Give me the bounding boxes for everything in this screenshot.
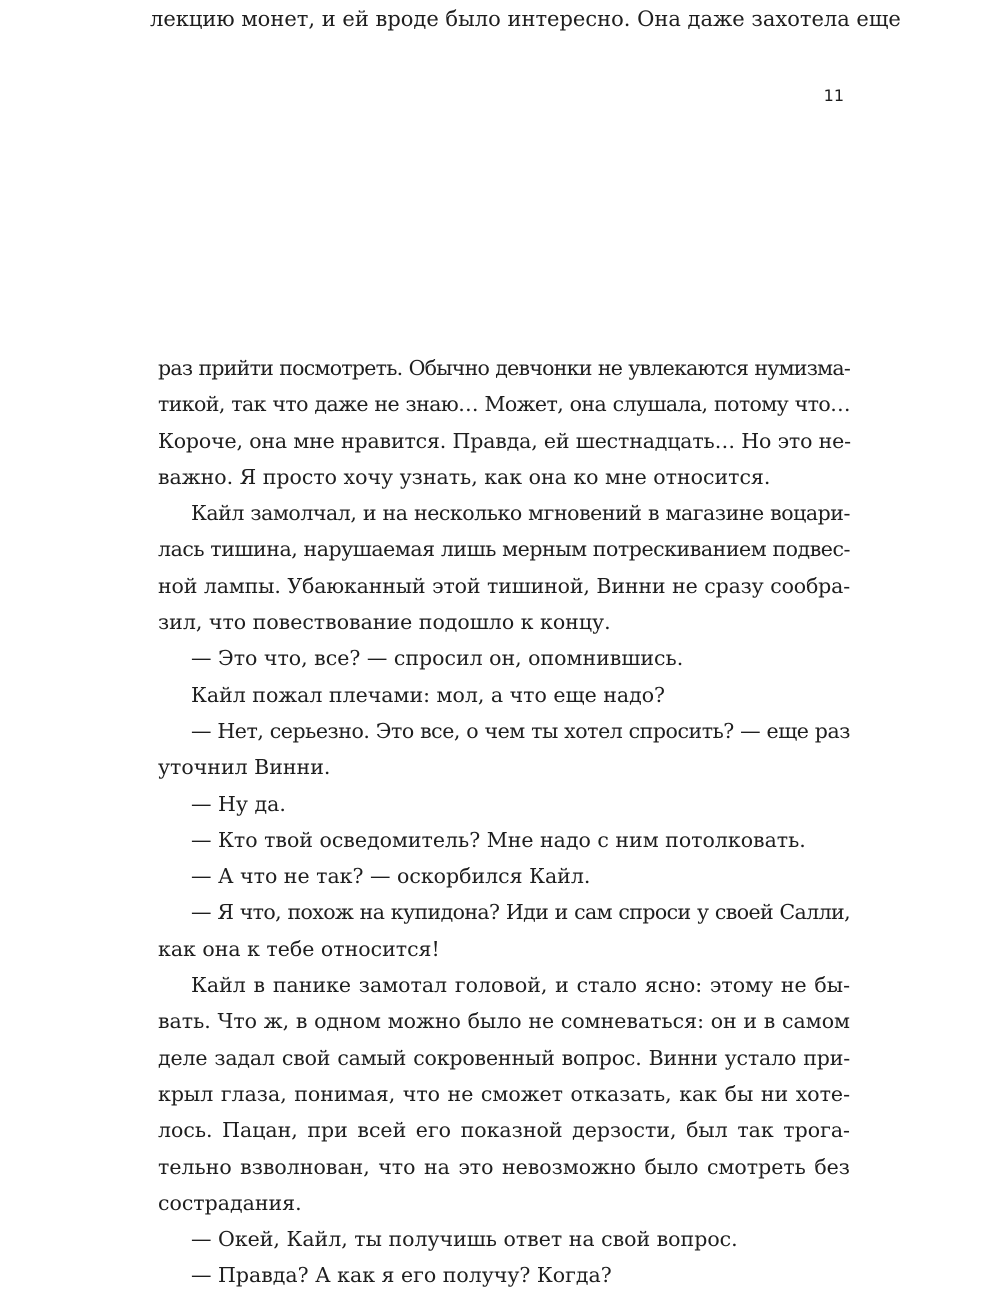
- text-line: — Окей, Кайл, ты получишь ответ на свой вопрос.: [191, 1227, 738, 1252]
- text-line: деле задал свой самый сокровенный вопрос. Винни устало при-: [158, 1045, 850, 1070]
- carry-over-line: лекцию монет, и ей вроде было интересно. Она даже захотела еще: [150, 7, 901, 31]
- dialogue-line: [158, 640, 850, 676]
- text-line: — Правда? А как я его получу? Когда?: [191, 1263, 612, 1288]
- text-line: тельно взволнован, что на это невозможно было смотреть без: [158, 1154, 850, 1179]
- text-line: тикой, так что даже не знаю… Может, она слушала, потому что…: [158, 392, 850, 417]
- paragraph: [158, 967, 850, 1221]
- paragraph: [158, 495, 850, 640]
- dialogue-line: [158, 786, 850, 822]
- text-line: уточнил Винни.: [158, 755, 331, 780]
- text-line: зил, что повествование подошло к концу.: [158, 610, 611, 635]
- text-line: Кайл замолчал, и на несколько мгновений в магазине воцари-: [191, 501, 850, 526]
- text-line: Кайл пожал плечами: мол, а что еще надо?: [191, 682, 666, 707]
- text-line: — Кто твой осведомитель? Мне надо с ним потолковать.: [191, 827, 806, 852]
- text-line: — Ну да.: [191, 791, 286, 816]
- dialogue-line: [158, 1257, 850, 1293]
- dialogue-line: [158, 713, 850, 786]
- text-line: крыл глаза, понимая, что не сможет отказать, как бы ни хоте-: [158, 1081, 850, 1106]
- text-line: — Нет, серьезно. Это все, о чем ты хотел спросить? — еще раз: [191, 718, 850, 743]
- text-line: лась тишина, нарушаемая лишь мерным потрескиванием подвес-: [158, 537, 850, 562]
- paragraph: [158, 350, 850, 495]
- text-line: вать. Что ж, в одном можно было не сомневаться: он и в самом: [158, 1009, 850, 1034]
- text-line: — Я что, похож на купидона? Иди и сам спроси у своей Салли,: [191, 900, 850, 925]
- paragraph: [158, 677, 850, 713]
- dialogue-line: [158, 1221, 850, 1257]
- text-line: Кайл в панике замотал головой, и стало ясно: этому не бы-: [191, 973, 850, 998]
- dialogue-line: [158, 822, 850, 858]
- text-line: важно. Я просто хочу узнать, как она ко мне относится.: [158, 464, 771, 489]
- text-line: лось. Пацан, при всей его показной дерзости, был так трога-: [158, 1118, 850, 1143]
- text-line: Короче, она мне нравится. Правда, ей шестнадцать… Но это не-: [158, 428, 851, 453]
- text-line: — Это что, все? — спросил он, опомнившись.: [191, 646, 684, 671]
- dialogue-line: [158, 858, 850, 894]
- text-line: как она к тебе относится!: [158, 936, 440, 961]
- dialogue-line: [158, 894, 850, 967]
- page-number: 11: [823, 86, 844, 105]
- text-line: — А что не так? — оскорбился Кайл.: [191, 864, 591, 889]
- text-line: сострадания.: [158, 1190, 302, 1215]
- page-body: [158, 350, 850, 1294]
- text-line: раз прийти посмотреть. Обычно девчонки не увлекаются нумизма-: [158, 356, 850, 380]
- text-line: ной лампы. Убаюканный этой тишиной, Винни не сразу сообра-: [158, 573, 850, 598]
